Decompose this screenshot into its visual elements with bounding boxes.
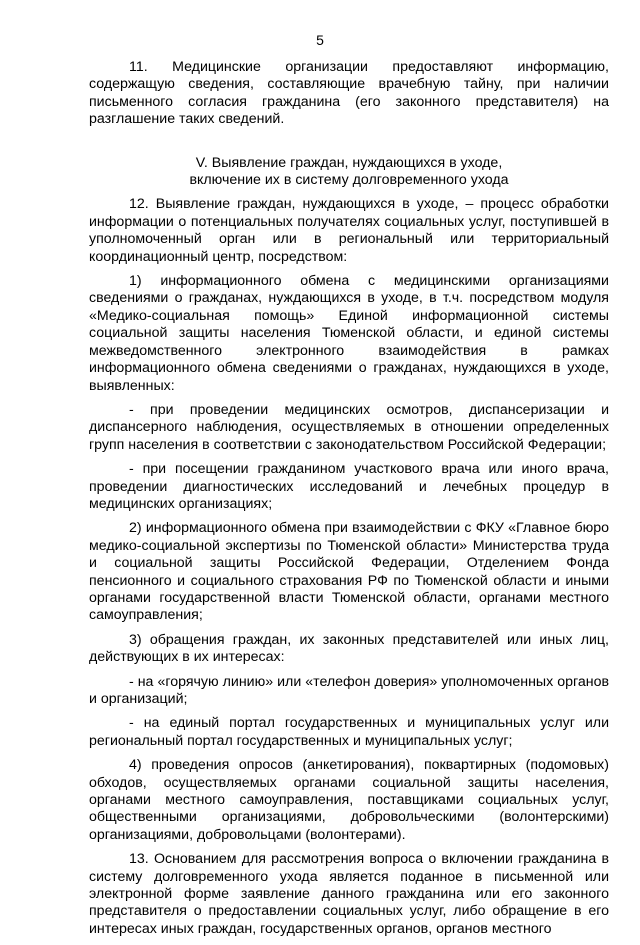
list-item-3: 3) обращения граждан, их законных представителей или иных лиц, действующих в их интересах: <box>89 631 609 666</box>
section-heading-line-2: включение их в систему долговременного ухода <box>189 172 509 189</box>
list-item-1: 1) информационного обмена с медицинскими организациями сведениями о гражданах, нуждающихся в уходе, в т.ч. посредством модуля «Медико-социальная помощь» Единой информационной системы социальной защиты населения Тюменской области, и единой системы межведомственного электронного взаимодействия в рамках информационного обмена сведениями о гражданах, нуждающихся в уходе, выявленных: <box>89 273 609 394</box>
list-subitem-doctor-visit: - при посещении гражданином участкового врача или иного врача, проведении диагностических исследований и лечебных процедур в медицинских организациях; <box>89 461 609 512</box>
section-heading-line-1: V. Выявление граждан, нуждающихся в уходе, <box>195 154 503 171</box>
list-subitem-portal: - на единый портал государственных и муниципальных услуг или региональный портал государственных и муниципальных услуг; <box>89 715 609 749</box>
document-body <box>89 59 609 945</box>
list-subitem-hotline: - на «горячую линию» или «телефон доверия» уполномоченных органов и организаций; <box>89 673 609 707</box>
list-item-2: 2) информационного обмена при взаимодействии с ФКУ «Главное бюро медико-социальной экспертизы по Тюменской области» Министерства труда и социальной защиты Российской Федерации, Отделением Фонда пенсионного и социального страхования РФ по Тюменской области и иными органами государственной власти Тюменской области, органами местного самоуправления; <box>89 520 609 624</box>
section-heading <box>89 155 609 190</box>
paragraph-12: 12. Выявление граждан, нуждающихся в уходе, – процесс обработки информации о потенциальных получателях социальных услуг, поступившей в уполномоченный орган или в региональный или территориальный координационный центр, посредством: <box>89 196 609 265</box>
list-subitem-medical-exams: - при проведении медицинских осмотров, диспансеризации и диспансерного наблюдения, осуществляемых в отношении определенных групп населения в соответствии с законодательством Российской Федерации; <box>89 401 609 453</box>
paragraph-13: 13. Основанием для рассмотрения вопроса о включении гражданина в систему долговременного ухода является поданное в письменной или электронной форме заявление данного гражданина или его законного представителя о предоставлении социальных услуг, либо обращение в его интересах иных граждан, государственных органов, органов местного <box>89 851 609 937</box>
list-item-4: 4) проведения опросов (анкетирования), поквартирных (подомовых) обходов, осуществляемых органами социальной защиты населения, органами местного самоуправления, поставщиками социальных услуг, общественными организациями, добровольческими (волонтерскими) организациями, добровольцами (волонтерами). <box>89 757 609 843</box>
paragraph-11: 11. Медицинские организации предоставляют информацию, содержащую сведения, составляющие врачебную тайну, при наличии письменного согласия гражданина (его законного представителя) на разглашение таких сведений. <box>89 59 609 128</box>
page-number: 5 <box>316 32 324 48</box>
